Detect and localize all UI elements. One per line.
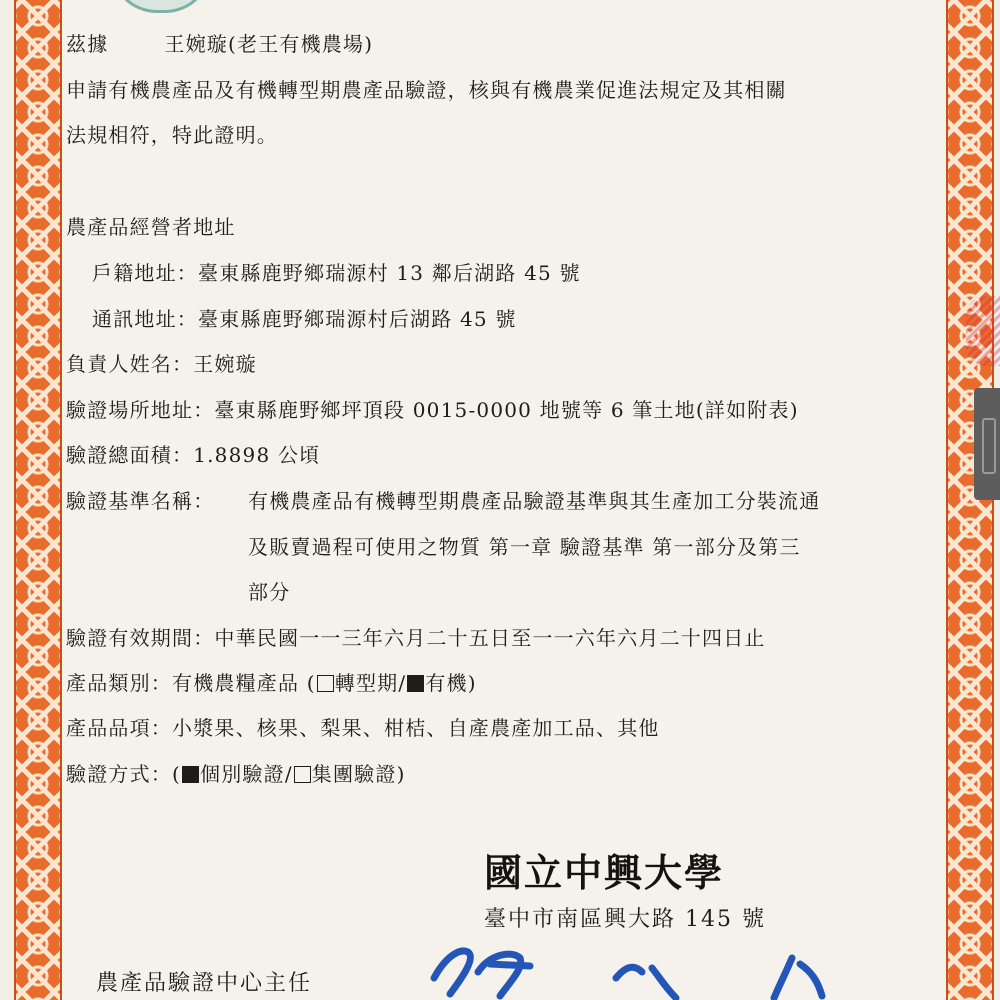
method-prefix: 驗證方式：( bbox=[66, 762, 182, 786]
page-edge-left bbox=[0, 0, 14, 1000]
standard-line-2: 及販賣過程可使用之物質 第一章 驗證基準 第一部分及第三 bbox=[248, 535, 801, 559]
checkbox-empty-icon bbox=[294, 766, 311, 783]
checkbox-filled-icon bbox=[407, 675, 424, 692]
grantee-label: 茲據 bbox=[66, 32, 109, 56]
method-option-group: 集團驗證 bbox=[311, 762, 397, 786]
household-address: 戶籍地址：臺東縣鹿野鄉瑞源村 13 鄰后湖路 45 號 bbox=[92, 261, 581, 285]
standard-label: 驗證基準名稱： bbox=[66, 489, 215, 513]
address-heading: 農產品經營者地址 bbox=[66, 215, 236, 239]
mailing-address: 通訊地址：臺東縣鹿野鄉瑞源村后湖路 45 號 bbox=[92, 307, 517, 331]
product-category bbox=[66, 669, 477, 697]
decorative-border-left bbox=[14, 0, 62, 1000]
page-edge-right bbox=[994, 0, 1000, 1000]
category-option-transition: 轉型期/ bbox=[334, 671, 407, 695]
standard-line-1: 有機農產品有機轉型期農產品驗證基準與其生產加工分裝流通 bbox=[248, 489, 821, 513]
method-option-individual: 個別驗證/ bbox=[200, 762, 293, 786]
checkbox-empty-icon bbox=[317, 675, 334, 692]
category-suffix: ) bbox=[467, 671, 477, 695]
standard-line-3: 部分 bbox=[248, 580, 291, 604]
grantee-line bbox=[66, 30, 373, 58]
body-line-1: 申請有機農產品及有機轉型期農產品驗證，核與有機農業促進法規定及其相關 bbox=[66, 78, 787, 102]
grantee-name: 王婉璇(老王有機農場) bbox=[164, 32, 374, 56]
responsible-person: 負責人姓名：王婉璇 bbox=[66, 352, 257, 376]
product-items: 產品品項：小漿果、核果、梨果、柑桔、自產農產加工品、其他 bbox=[66, 716, 660, 740]
emblem-seal bbox=[110, 0, 212, 13]
director-title: 農產品驗證中心主任 bbox=[96, 971, 313, 996]
category-option-organic: 有機 bbox=[425, 671, 468, 695]
handwritten-signature bbox=[420, 938, 860, 1000]
issuer-name: 國立中興大學 bbox=[484, 851, 725, 895]
verification-method bbox=[66, 760, 406, 788]
category-prefix: 產品類別：有機農糧產品 ( bbox=[66, 671, 316, 695]
site-address: 驗證場所地址：臺東縣鹿野鄉坪頂段 0015-0000 地號等 6 筆土地(詳如附表) bbox=[66, 398, 799, 422]
method-suffix: ) bbox=[396, 762, 406, 786]
validity-period: 驗證有效期間：中華民國一一三年六月二十五日至一一六年六月二十四日止 bbox=[66, 626, 766, 650]
issuer-address: 臺中市南區興大路 145 號 bbox=[484, 907, 766, 932]
total-area: 驗證總面積：1.8898 公頃 bbox=[66, 443, 321, 467]
side-scroll-handle[interactable] bbox=[974, 388, 1000, 500]
decorative-border-right bbox=[946, 0, 994, 1000]
partial-red-stamp bbox=[966, 296, 1000, 366]
checkbox-filled-icon bbox=[182, 766, 199, 783]
body-line-2: 法規相符，特此證明。 bbox=[66, 123, 278, 147]
